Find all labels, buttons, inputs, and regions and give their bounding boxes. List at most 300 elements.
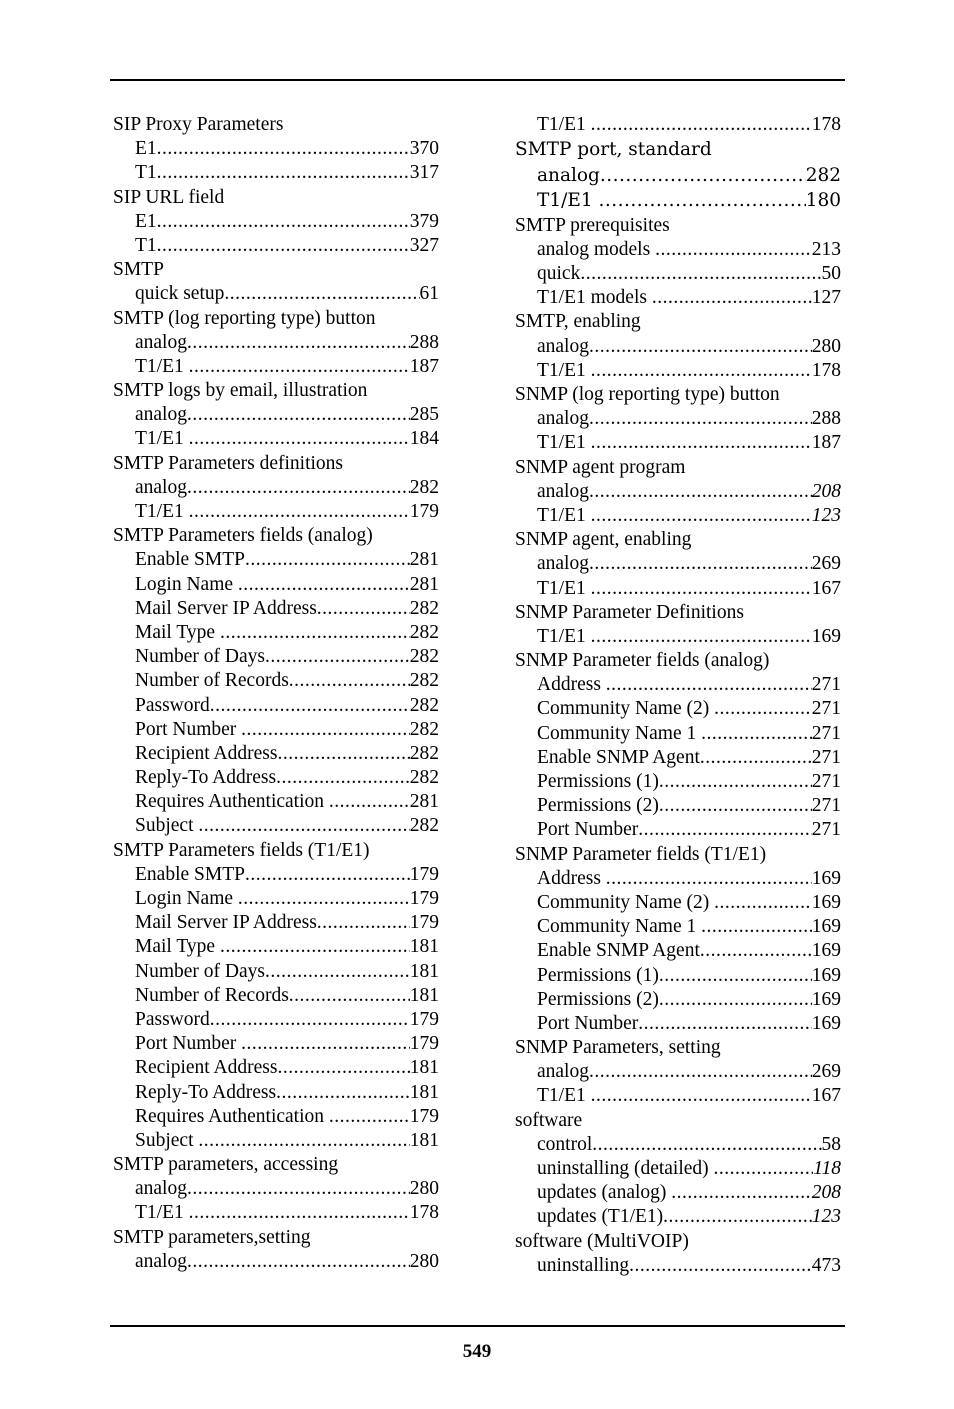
page-reference: 282 (409, 767, 439, 789)
page-reference: 169 (811, 625, 841, 647)
page-reference: 169 (811, 964, 841, 986)
page-reference: 178 (811, 359, 841, 381)
dot-leader (238, 887, 410, 911)
dot-leader (591, 431, 812, 455)
dot-leader (589, 480, 812, 504)
index-subentry (113, 790, 439, 814)
page-reference: 123 (811, 1206, 841, 1228)
index-heading: SMTP parameters,setting (113, 1226, 311, 1248)
page-number: 549 (462, 1341, 492, 1362)
dot-leader (714, 891, 812, 915)
dot-leader (592, 1133, 821, 1157)
subentry-label: Permissions (1) (537, 964, 659, 986)
index-subentry (515, 1084, 841, 1108)
page-reference: 180 (805, 190, 841, 212)
index-subentry (515, 964, 841, 988)
index-subentry (113, 911, 439, 935)
subentry-label: Login Name (135, 573, 238, 595)
dot-leader (187, 331, 410, 355)
index-subentry (515, 1157, 841, 1181)
subentry-label: T1/E1 (537, 114, 591, 135)
page-reference: 271 (811, 746, 841, 768)
index-subentry (113, 766, 439, 790)
subentry-label: quick (537, 263, 581, 285)
index-subentry (515, 891, 841, 915)
index-heading: SMTP parameters, accessing (113, 1154, 339, 1176)
page-reference: 282 (409, 597, 439, 619)
dot-leader (659, 988, 812, 1012)
subentry-label: analog (537, 553, 589, 575)
page-reference: 281 (409, 791, 439, 813)
index-subentry (515, 939, 841, 963)
subentry-label: Login Name (135, 888, 238, 909)
dot-leader (189, 427, 410, 451)
page-reference: 179 (409, 1033, 439, 1055)
page-reference: 179 (409, 912, 439, 934)
dot-leader (629, 1254, 812, 1278)
subentry-label: analog (537, 408, 589, 430)
dot-leader (589, 407, 812, 431)
index-subentry (515, 262, 841, 286)
dot-leader (157, 210, 410, 234)
subentry-label: Community Name (2) (537, 891, 715, 913)
index-subentry (113, 282, 439, 306)
index-subentry (113, 476, 439, 500)
index-subentry (515, 988, 841, 1012)
index-heading: SNMP (log reporting type) button (515, 384, 780, 405)
index-subentry (515, 286, 841, 310)
index-subentry (515, 915, 841, 939)
page-reference: 169 (811, 988, 841, 1010)
index-subentry (515, 1181, 841, 1205)
page-reference: 187 (409, 355, 439, 377)
page-reference: 181 (409, 984, 439, 1006)
footer-rule (110, 1325, 845, 1327)
index-heading: SMTP Parameters definitions (113, 452, 344, 474)
dot-leader (329, 1105, 410, 1129)
index-heading: SMTP prerequisites (515, 214, 670, 236)
index-subentry (113, 331, 439, 355)
dot-leader (714, 697, 812, 721)
dot-leader (591, 577, 812, 601)
page-reference: 167 (811, 577, 841, 599)
subentry-label: Address (537, 674, 606, 696)
dot-leader (220, 621, 410, 645)
dot-leader (317, 597, 410, 621)
dot-leader (276, 1081, 410, 1105)
index-subentry (515, 335, 841, 359)
index-subentry (113, 669, 439, 693)
index-heading: SMTP (log reporting type) button (113, 307, 376, 329)
dot-leader (599, 188, 806, 214)
subentry-label: Number of Records (135, 670, 289, 692)
subentry-label: Mail Server IP Address (135, 912, 317, 934)
subentry-label: Port Number (537, 1012, 639, 1034)
page-reference: 281 (409, 549, 439, 571)
dot-leader (238, 573, 410, 597)
index-subentry (113, 1081, 439, 1105)
page-reference: 181 (409, 1129, 439, 1151)
subentry-label: Requires Authentication (135, 791, 329, 813)
dot-leader (210, 694, 410, 718)
index-subentry (113, 1250, 439, 1274)
dot-leader (241, 1032, 410, 1056)
index-subentry (113, 887, 439, 911)
subentry-label: T1 (135, 234, 157, 256)
page-reference: 282 (409, 621, 439, 643)
subentry-label: T1/E1 (135, 501, 189, 522)
subentry-label: Address (537, 867, 606, 889)
subentry-label: Permissions (2) (537, 795, 659, 817)
index-subentry (113, 597, 439, 621)
index-heading: SNMP Parameter Definitions (515, 601, 744, 623)
dot-leader (329, 790, 410, 814)
dot-leader (606, 867, 812, 891)
dot-leader (241, 718, 410, 742)
index-subentry (515, 359, 841, 383)
dot-leader (289, 984, 410, 1008)
page-reference: 379 (409, 210, 439, 232)
subentry-label: Community Name 1 (537, 722, 702, 744)
index-subentry (515, 552, 841, 576)
index-heading: SNMP agent program (515, 456, 686, 478)
dot-leader (157, 137, 410, 161)
dot-leader (277, 1056, 409, 1080)
subentry-label: analog models (537, 238, 656, 260)
page-reference: 58 (821, 1133, 841, 1155)
subentry-label: T1 (135, 162, 157, 184)
dot-leader (714, 1157, 814, 1181)
index-subentry (113, 863, 439, 887)
index-subentry (113, 403, 439, 427)
index-subentry (113, 1129, 439, 1153)
index-subentry (113, 742, 439, 766)
page-reference: 280 (409, 1250, 439, 1272)
page-reference: 271 (811, 771, 841, 792)
dot-leader (245, 863, 410, 887)
dot-leader (700, 746, 812, 770)
page-reference: 61 (419, 283, 439, 305)
subentry-label: Port Number (537, 819, 639, 841)
index-subentry (515, 504, 841, 528)
page-reference: 271 (811, 698, 841, 720)
subentry-label: Recipient Address (135, 1057, 278, 1079)
index-subentry (113, 1008, 439, 1032)
page-reference: 169 (811, 940, 841, 962)
dot-leader (265, 645, 410, 669)
subentry-label: T1/E1 (135, 1202, 189, 1224)
page-reference: 317 (409, 162, 439, 184)
page-reference: 118 (813, 1158, 841, 1179)
subentry-label: Reply-To Address (135, 1081, 277, 1103)
index-subentry (515, 163, 841, 189)
subentry-label: control (537, 1133, 593, 1155)
index-subentry (113, 161, 439, 185)
page-reference: 288 (811, 408, 841, 430)
page-reference: 282 (409, 670, 439, 692)
index-subentry (515, 577, 841, 601)
page-reference: 127 (811, 287, 841, 309)
page-reference: 50 (821, 263, 841, 285)
subentry-label: analog (537, 1061, 589, 1083)
subentry-label: Password (135, 694, 210, 716)
subentry-label: analog (537, 164, 600, 186)
page-reference: 181 (409, 1081, 439, 1103)
page-reference: 184 (409, 428, 439, 450)
dot-leader (210, 1008, 410, 1032)
page-reference: 208 (811, 1182, 841, 1204)
dot-leader (187, 403, 410, 427)
subentry-label: T1/E1 (537, 359, 591, 381)
index-subentry (113, 960, 439, 984)
index-subentry (113, 935, 439, 959)
dot-leader (591, 1084, 812, 1108)
index-subentry (113, 1032, 439, 1056)
subentry-label: analog (537, 335, 589, 357)
index-heading: SNMP Parameter fields (analog) (515, 650, 770, 672)
page-reference: 282 (409, 476, 439, 498)
index-subentry (515, 1060, 841, 1084)
index-heading: SIP URL field (113, 186, 225, 208)
dot-leader (224, 282, 419, 306)
index-subentry (113, 355, 439, 379)
index-heading: SMTP logs by email, illustration (113, 380, 368, 402)
dot-leader (317, 911, 410, 935)
index-heading: software (515, 1109, 583, 1131)
subentry-label: Requires Authentication (135, 1105, 329, 1127)
dot-leader (591, 113, 812, 137)
index-subentry (113, 1177, 439, 1201)
index-subentry (113, 1105, 439, 1129)
subentry-label: Permissions (1) (537, 771, 659, 792)
subentry-label: Permissions (2) (537, 988, 659, 1010)
page-reference: 181 (409, 936, 439, 958)
index-subentry (515, 113, 841, 137)
page-reference: 181 (409, 960, 439, 982)
dot-leader (701, 915, 812, 939)
page-reference: 179 (409, 863, 439, 885)
subentry-label: analog (135, 1250, 187, 1272)
page-reference: 271 (811, 819, 841, 841)
subentry-label: quick setup (135, 283, 225, 305)
page-reference: 280 (811, 335, 841, 357)
index-subentry (515, 818, 841, 842)
subentry-label: Mail Type (135, 621, 220, 643)
index-subentry (515, 480, 841, 504)
page-reference: 123 (811, 504, 841, 526)
dot-leader (189, 500, 410, 524)
page-reference: 282 (409, 742, 439, 764)
subentry-label: E1 (135, 138, 157, 160)
page-reference: 213 (811, 238, 841, 260)
page-reference: 179 (409, 1105, 439, 1127)
header-rule (110, 79, 845, 81)
page-reference: 169 (811, 867, 841, 889)
page-reference: 285 (409, 404, 439, 426)
subentry-label: Community Name (2) (537, 698, 715, 720)
subentry-label: Number of Days (135, 646, 265, 668)
index-subentry (515, 794, 841, 818)
page-reference: 179 (409, 888, 439, 909)
page-reference: 179 (409, 1008, 439, 1030)
index-subentry (113, 548, 439, 572)
page-reference: 208 (811, 480, 841, 502)
page-reference: 167 (811, 1085, 841, 1107)
index-heading: SMTP Parameters fields (analog) (113, 525, 373, 547)
index-subentry (515, 673, 841, 697)
subentry-label: Mail Server IP Address (135, 597, 317, 619)
subentry-label: T1/E1 (135, 428, 189, 450)
dot-leader (700, 939, 812, 963)
page-reference: 187 (811, 432, 841, 454)
index-column-left (113, 113, 439, 1274)
subentry-label: T1/E1 (537, 577, 591, 599)
subentry-label: analog (135, 1178, 187, 1200)
index-subentry (113, 573, 439, 597)
index-subentry (113, 814, 439, 838)
subentry-label: uninstalling (detailed) (537, 1158, 714, 1179)
subentry-label: Subject (135, 815, 199, 837)
dot-leader (277, 742, 409, 766)
page-reference: 280 (409, 1178, 439, 1200)
index-heading: SMTP Parameters fields (T1/E1) (113, 839, 370, 861)
subentry-label: Enable SNMP Agent (537, 940, 700, 962)
page-reference: 179 (409, 501, 439, 522)
subentry-label: Enable SMTP (135, 863, 245, 885)
index-heading: SIP Proxy Parameters (113, 114, 284, 135)
subentry-label: Recipient Address (135, 742, 278, 764)
subentry-label: uninstalling (537, 1254, 630, 1276)
page-reference: 282 (805, 164, 841, 186)
index-heading: SNMP Parameter fields (T1/E1) (515, 843, 767, 865)
page-reference: 282 (409, 694, 439, 716)
dot-leader (187, 476, 410, 500)
page-reference: 282 (409, 646, 439, 668)
index-subentry (113, 645, 439, 669)
dot-leader (671, 1181, 811, 1205)
subentry-label: T1/E1 (537, 1085, 591, 1107)
index-subentry (113, 137, 439, 161)
index-subentry (515, 722, 841, 746)
index-subentry (515, 867, 841, 891)
index-subentry (515, 1254, 841, 1278)
index-heading: SMTP, enabling (515, 311, 641, 333)
dot-leader (157, 234, 410, 258)
index-subentry (515, 625, 841, 649)
dot-leader (655, 238, 812, 262)
subentry-label: analog (135, 476, 187, 498)
index-subentry (113, 621, 439, 645)
index-subentry (113, 210, 439, 234)
subentry-label: E1 (135, 210, 157, 232)
page-reference: 169 (811, 916, 841, 938)
dot-leader (589, 552, 812, 576)
page-reference: 370 (409, 138, 439, 160)
page-reference: 271 (811, 795, 841, 817)
dot-leader (701, 722, 812, 746)
index-heading: SMTP port, standard (515, 139, 712, 161)
dot-leader (580, 262, 821, 286)
index-subentry (113, 1201, 439, 1225)
subentry-label: T1/E1 (135, 355, 189, 377)
index-subentry (515, 238, 841, 262)
index-heading: SNMP Parameters, setting (515, 1037, 721, 1059)
subentry-label: analog (135, 404, 187, 426)
subentry-label: analog (537, 480, 589, 502)
subentry-label: updates (analog) (537, 1182, 672, 1204)
index-heading: SMTP (113, 259, 164, 281)
page-reference: 288 (409, 331, 439, 353)
dot-leader (189, 355, 410, 379)
index-subentry (113, 500, 439, 524)
index-subentry (515, 188, 841, 214)
dot-leader (265, 960, 410, 984)
dot-leader (289, 669, 410, 693)
page-reference: 181 (409, 1057, 439, 1079)
subentry-label: Number of Days (135, 960, 265, 982)
page-reference: 282 (409, 718, 439, 740)
index-subentry (113, 1056, 439, 1080)
index-column-right (515, 113, 841, 1278)
page-reference: 269 (811, 553, 841, 575)
subentry-label: T1/E1 (537, 432, 591, 454)
subentry-label: T1/E1 (537, 504, 591, 526)
index-heading: software (MultiVOIP) (515, 1230, 689, 1252)
index-subentry (515, 1012, 841, 1036)
subentry-label: T1/E1 (537, 625, 591, 647)
dot-leader (591, 625, 812, 649)
dot-leader (198, 814, 409, 838)
index-subentry (515, 770, 841, 794)
subentry-label: T1/E1 (537, 190, 599, 212)
dot-leader (663, 1205, 812, 1229)
subentry-label: Community Name 1 (537, 916, 702, 938)
page-reference: 327 (409, 234, 439, 256)
page-reference: 473 (811, 1254, 841, 1276)
dot-leader (589, 1060, 812, 1084)
subentry-label: Subject (135, 1129, 199, 1151)
subentry-label: Password (135, 1008, 210, 1030)
dot-leader (198, 1129, 409, 1153)
page-reference: 281 (409, 573, 439, 595)
index-subentry (515, 697, 841, 721)
dot-leader (187, 1177, 410, 1201)
dot-leader (157, 161, 410, 185)
dot-leader (591, 504, 812, 528)
subentry-label: Port Number (135, 718, 242, 740)
index-subentry (515, 746, 841, 770)
dot-leader (659, 964, 812, 988)
dot-leader (220, 935, 410, 959)
page-reference: 271 (811, 722, 841, 744)
index-subentry (515, 431, 841, 455)
page-reference: 282 (409, 815, 439, 837)
dot-leader (600, 163, 806, 189)
page-reference: 271 (811, 674, 841, 696)
subentry-label: Reply-To Address (135, 767, 277, 789)
dot-leader (187, 1250, 410, 1274)
dot-leader (638, 1012, 811, 1036)
page-reference: 169 (811, 1012, 841, 1034)
page-reference: 178 (409, 1202, 439, 1224)
page-reference: 178 (811, 114, 841, 135)
dot-leader (589, 335, 812, 359)
dot-leader (189, 1201, 410, 1225)
dot-leader (659, 794, 812, 818)
page-reference: 169 (811, 891, 841, 913)
dot-leader (659, 770, 812, 794)
subentry-label: Mail Type (135, 936, 220, 958)
